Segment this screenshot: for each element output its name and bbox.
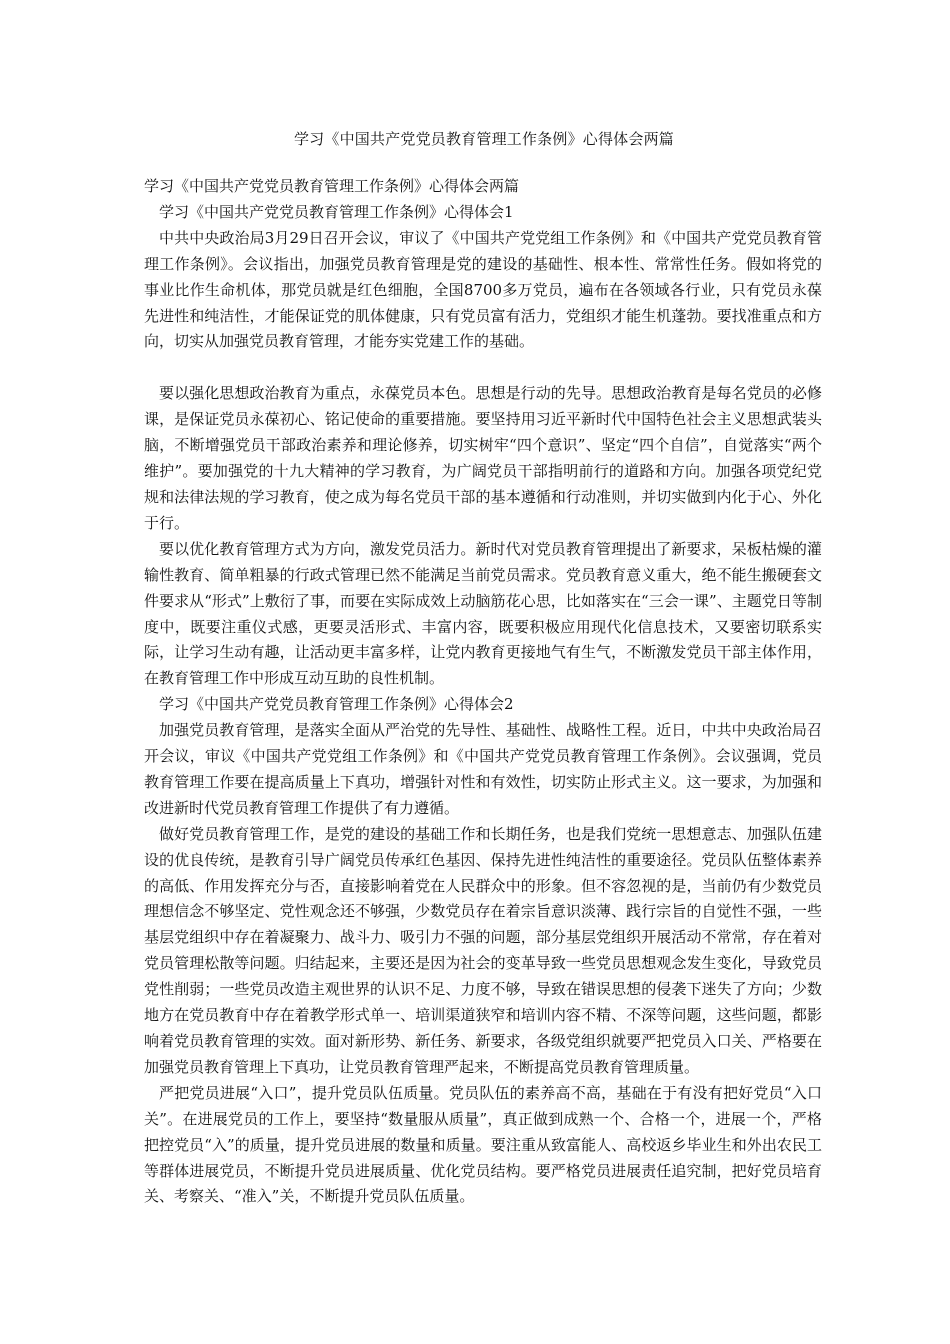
blank-line [144,355,822,381]
document-body [144,174,822,1210]
paragraph: 要以强化思想政治教育为重点，永葆党员本色。思想是行动的先导。思想政治教育是每名党员的必修课，是保证党员永葆初心、铭记使命的重要措施。要坚持用习近平新时代中国特色社会主义思想武装头脑，不断增强党员干部政治素养和理论修养，切实树牢“四个意识”、坚定“四个自信”，自觉落实“两个维护”。要加强党的十九大精神的学习教育，为广阔党员干部指明前行的道路和方向。加强各项党纪党规和法律法规的学习教育，使之成为每名党员干部的基本遵循和行动准则，并切实做到内化于心、外化于行。 [144,384,822,532]
paragraph: 中共中央政治局3月29日召开会议，审议了《中国共产党党组工作条例》和《中国共产党党员教育管理工作条例》。会议指出，加强党员教育管理是党的建设的基础性、根本性、常常性任务。假如将党的事业比作生命机体，那党员就是红色细胞，全国8700多万党员，遍布在各领域各行业，只有党员永葆先进性和纯洁性，才能保证党的肌体健康，只有党员富有活力，党组织才能生机蓬勃。要找准重点和方向，切实从加强党员教育管理，才能夯实党建工作的基础。 [144,228,822,351]
document-title: 学习《中国共产党党员教育管理工作条例》心得体会两篇 [293,130,674,148]
section-heading-1: 学习《中国共产党党员教育管理工作条例》心得体会1 [159,202,514,221]
paragraph: 严把党员进展“入口”，提升党员队伍质量。党员队伍的素养高不高，基础在于有没有把好党员“入口关”。在进展党员的工作上，要坚持“数量服从质量”，真正做到成熟一个、合格一个，进展一个，严格把控党员“入”的质量，提升党员进展的数量和质量。要注重从致富能人、高校返乡毕业生和外出农民工等群体进展党员，不断提升党员进展质量、优化党员结构。要严格党员进展责任追究制，把好党员培育关、考察关、“准入”关，不断提升党员队伍质量。 [144,1083,822,1206]
paragraph: 做好党员教育管理工作，是党的建设的基础工作和长期任务，也是我们党统一思想意志、加强队伍建设的优良传统，是教育引导广阔党员传承红色基因、保持先进性纯洁性的重要途径。党员队伍整体素养的高低、作用发挥充分与否，直接影响着党在人民群众中的形象。但不容忽视的是，当前仍有少数党员理想信念不够坚定、党性观念还不够强，少数党员存在着宗旨意识淡薄、践行宗旨的自觉性不强，一些基层党组织中存在着凝聚力、战斗力、吸引力不强的问题，部分基层党组织开展活动不常常，存在着对党员管理松散等问题。归结起来，主要还是因为社会的变革导致一些党员思想观念发生变化，导致党员党性削弱；一些党员改造主观世界的认识不足、力度不够，导致在错误思想的侵袭下迷失了方向；少数地方在党员教育中存在着教学形式单一、培训渠道狭窄和培训内容不精、不深等问题，这些问题，都影响着党员教育管理的实效。面对新形势、新任务、新要求，各级党组织就要严把党员入口关、严格要在加强党员教育管理上下真功，让党员教育管理严起来，不断提高党员教育管理质量。 [144,824,822,1076]
paragraph: 加强党员教育管理，是落实全面从严治党的先导性、基础性、战略性工程。近日，中共中央政治局召开会议，审议《中国共产党党组工作条例》和《中国共产党党员教育管理工作条例》。会议强调，党员教育管理工作要在提高质量上下真功，增强针对性和有效性，切实防止形式主义。这一要求，为加强和改进新时代党员教育管理工作提供了有力遵循。 [144,721,822,817]
paragraph: 要以优化教育管理方式为方向，激发党员活力。新时代对党员教育管理提出了新要求，呆板枯燥的灌输性教育、简单粗暴的行政式管理已然不能满足当前党员需求。党员教育意义重大，绝不能生搬硬套文件要求从“形式”上敷衍了事，而要在实际成效上动脑筋花心思，比如落实在“三会一课”、主题党日等制度中，既要注重仪式感，更要灵活形式、丰富内容，既要积极应用现代化信息技术，又要密切联系实际，让学习生动有趣，让活动更丰富多样，让党内教育更接地气有生气，不断激发党员干部主体作用，在教育管理工作中形成互动互助的良性机制。 [144,539,822,688]
section-heading-2: 学习《中国共产党党员教育管理工作条例》心得体会2 [159,695,514,714]
paragraph-subtitle: 学习《中国共产党党员教育管理工作条例》心得体会两篇 [144,177,520,195]
